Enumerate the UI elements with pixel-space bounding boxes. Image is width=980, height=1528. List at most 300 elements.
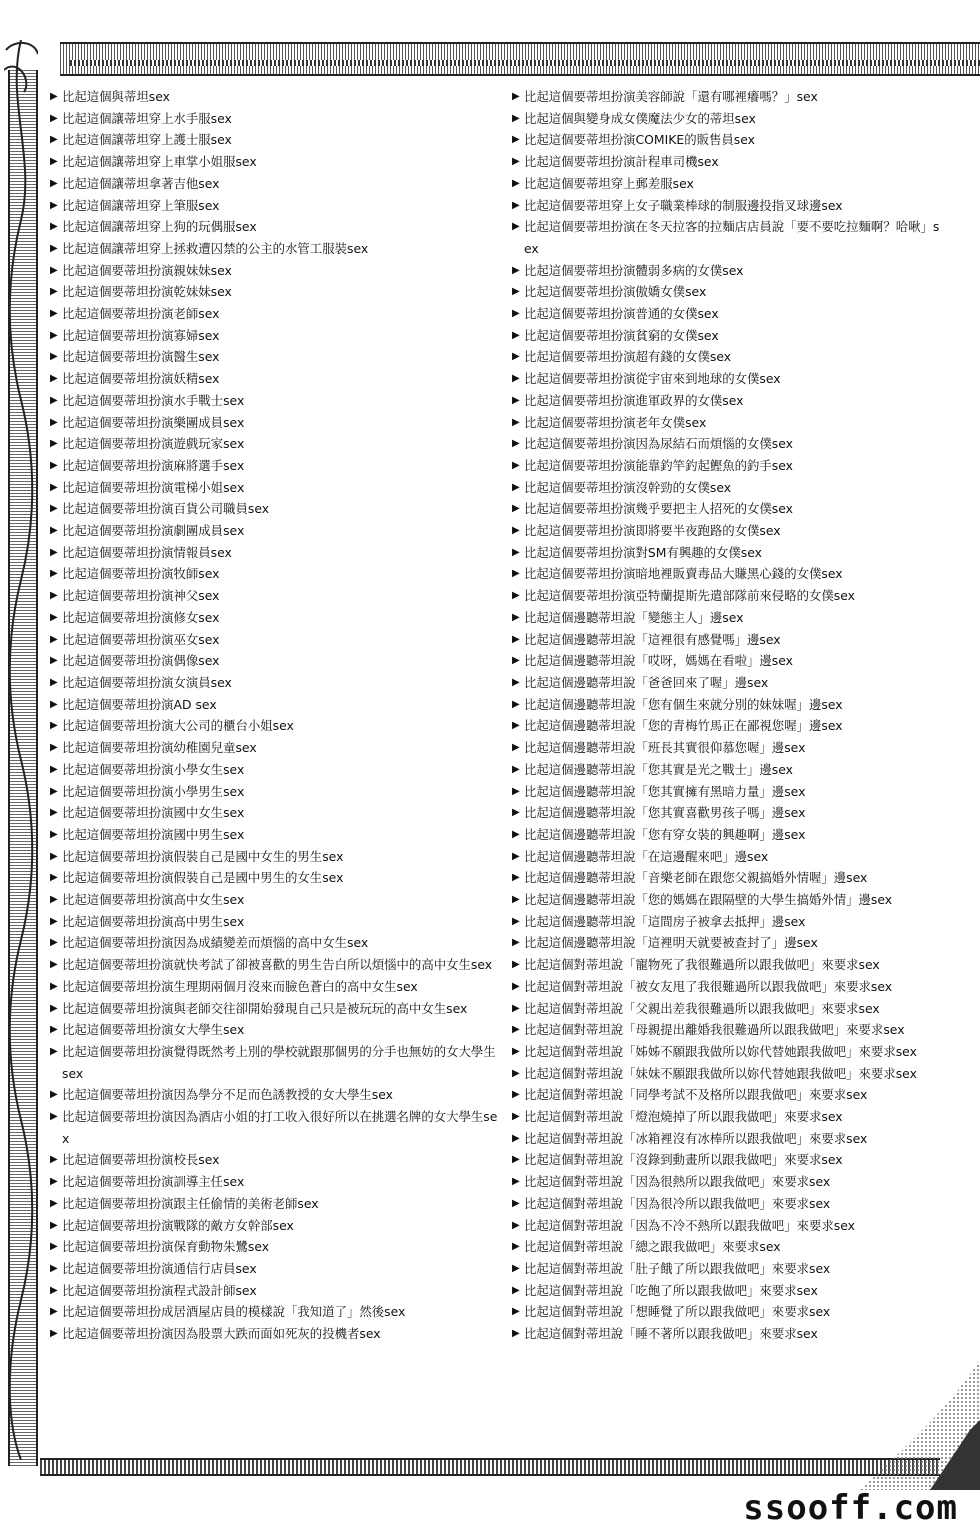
list-item xyxy=(50,1084,498,1106)
list-item xyxy=(512,1258,942,1280)
bullet-arrow-icon: ▶ xyxy=(50,590,58,602)
bullet-arrow-icon: ▶ xyxy=(512,1219,520,1231)
bullet-arrow-icon: ▶ xyxy=(50,264,58,276)
bullet-arrow-icon: ▶ xyxy=(50,633,58,645)
list-item-text: 比起這個邊聽蒂坦說「哎呀，媽媽在看啦」邊sex xyxy=(524,653,794,669)
bullet-arrow-icon: ▶ xyxy=(50,438,58,450)
bullet-arrow-icon: ▶ xyxy=(50,763,58,775)
list-item-text: 比起這個與蒂坦sex xyxy=(62,89,170,104)
list-item xyxy=(512,1128,942,1150)
bullet-arrow-icon: ▶ xyxy=(50,1197,58,1209)
list-item xyxy=(50,585,498,607)
list-item-text: 比起這個要蒂坦扮演巫女sex xyxy=(62,631,220,647)
list-item-text: 比起這個對蒂坦說「沒錄到動畫所以跟我做吧」來要求sex xyxy=(524,1152,843,1168)
list-item xyxy=(50,824,498,846)
list-item xyxy=(512,1193,942,1215)
bullet-arrow-icon: ▶ xyxy=(50,1219,58,1231)
list-item-text: 比起這個讓蒂坦穿上拯救遭囚禁的公主的水管工服裝sex xyxy=(62,240,369,256)
list-item-text: 比起這個要蒂坦扮演進軍政界的女僕sex xyxy=(524,392,744,408)
list-item-text: 比起這個要蒂坦扮演因為成績變差而煩惱的高中女生sex xyxy=(62,935,369,951)
list-item-text: 比起這個要蒂坦扮演高中男生sex xyxy=(62,913,245,929)
list-item xyxy=(512,911,942,933)
list-item xyxy=(512,173,942,195)
list-item xyxy=(512,585,942,607)
list-item-text: 比起這個讓蒂坦穿上筆服sex xyxy=(62,197,220,213)
list-item-text: 比起這個邊聽蒂坦說「這裡明天就要被查封了」邊sex xyxy=(524,935,818,951)
list-item xyxy=(50,260,498,282)
list-item-text: 比起這個要蒂坦扮演能靠釣竿釣起鰹魚的釣手sex xyxy=(524,457,794,473)
list-item xyxy=(512,932,942,954)
bullet-arrow-icon: ▶ xyxy=(512,91,520,102)
list-item-text: 比起這個要蒂坦扮演高中女生sex xyxy=(62,892,245,908)
bullet-arrow-icon: ▶ xyxy=(512,698,520,710)
bullet-arrow-icon: ▶ xyxy=(50,655,58,667)
list-item xyxy=(512,954,942,976)
bullet-arrow-icon: ▶ xyxy=(512,763,520,775)
bullet-arrow-icon: ▶ xyxy=(50,1154,58,1166)
bullet-arrow-icon: ▶ xyxy=(50,308,58,320)
bullet-arrow-icon: ▶ xyxy=(50,221,58,233)
list-item xyxy=(50,715,498,737)
list-item xyxy=(50,1041,498,1084)
bullet-arrow-icon: ▶ xyxy=(50,1262,58,1274)
bullet-arrow-icon: ▶ xyxy=(512,1328,520,1340)
bullet-arrow-icon: ▶ xyxy=(50,676,58,688)
list-item xyxy=(50,1280,498,1302)
list-item xyxy=(512,520,942,542)
list-item-text: 比起這個對蒂坦說「總之跟我做吧」來要求sex xyxy=(524,1239,781,1255)
list-item xyxy=(512,824,942,846)
list-item xyxy=(50,932,498,954)
list-item-text: 比起這個要蒂坦扮演修女sex xyxy=(62,609,220,625)
list-item xyxy=(512,216,942,259)
list-item xyxy=(512,715,942,737)
list-item-text: 比起這個要蒂坦扮演從宇宙來到地球的女僕sex xyxy=(524,371,781,387)
list-item xyxy=(512,129,942,151)
bullet-arrow-icon: ▶ xyxy=(512,1111,520,1123)
bullet-arrow-icon: ▶ xyxy=(512,438,520,450)
list-item xyxy=(50,1106,498,1149)
bullet-arrow-icon: ▶ xyxy=(50,915,58,927)
bullet-arrow-icon: ▶ xyxy=(512,915,520,927)
list-item xyxy=(50,954,498,976)
bullet-arrow-icon: ▶ xyxy=(512,1089,520,1101)
list-item xyxy=(50,1236,498,1258)
bullet-arrow-icon: ▶ xyxy=(50,91,58,102)
bullet-arrow-icon: ▶ xyxy=(50,828,58,840)
bullet-arrow-icon: ▶ xyxy=(512,568,520,580)
list-item-text: 比起這個對蒂坦說「因為很冷所以跟我做吧」來要求sex xyxy=(524,1195,831,1211)
site-watermark: ssooff.com xyxy=(743,1488,958,1528)
bullet-arrow-icon: ▶ xyxy=(512,199,520,211)
list-item-text: 比起這個讓蒂坦拿著吉他sex xyxy=(62,175,220,191)
list-item xyxy=(512,694,942,716)
bullet-arrow-icon: ▶ xyxy=(50,286,58,298)
bullet-arrow-icon: ▶ xyxy=(50,1111,58,1123)
list-item xyxy=(50,412,498,434)
list-item-text: 比起這個要蒂坦扮演劇團成員sex xyxy=(62,523,245,539)
bullet-arrow-icon: ▶ xyxy=(512,286,520,298)
list-item xyxy=(512,390,942,412)
bullet-arrow-icon: ▶ xyxy=(512,373,520,385)
bullet-arrow-icon: ▶ xyxy=(512,1176,520,1188)
bullet-arrow-icon: ▶ xyxy=(50,416,58,428)
list-item-text: 比起這個要蒂坦扮演生理期兩個月沒來而臉色蒼白的高中女生sex xyxy=(62,978,418,994)
list-item xyxy=(512,151,942,173)
top-decorative-border xyxy=(60,42,980,76)
list-item-text: 比起這個要蒂坦扮演百貨公司職員sex xyxy=(62,501,270,517)
list-item xyxy=(512,433,942,455)
list-item xyxy=(50,390,498,412)
bullet-arrow-icon: ▶ xyxy=(50,1089,58,1101)
list-item xyxy=(50,629,498,651)
list-item-text: 比起這個要蒂坦扮演女大學生sex xyxy=(62,1022,245,1038)
list-item xyxy=(50,542,498,564)
list-item xyxy=(50,867,498,889)
list-item-text: 比起這個要蒂坦扮演因為股票大跌而面如死灰的投機者sex xyxy=(62,1326,381,1342)
list-item xyxy=(512,303,942,325)
bullet-arrow-icon: ▶ xyxy=(50,742,58,754)
bullet-arrow-icon: ▶ xyxy=(512,546,520,558)
bullet-arrow-icon: ▶ xyxy=(50,785,58,797)
list-item xyxy=(512,629,942,651)
list-item xyxy=(512,976,942,998)
list-item-text: 比起這個讓蒂坦穿上水手服sex xyxy=(62,110,232,126)
list-item-text: 比起這個要蒂坦扮成居酒屋店員的模樣說「我知道了」然後sex xyxy=(62,1304,406,1320)
bullet-arrow-icon: ▶ xyxy=(50,937,58,949)
list-item-text: 比起這個要蒂坦扮演小學男生sex xyxy=(62,783,245,799)
list-item-text: 比起這個要蒂坦扮演美容師說「還有哪裡癢嗎？」sex xyxy=(524,89,818,104)
top-inner-border xyxy=(70,60,980,66)
list-item xyxy=(50,433,498,455)
list-item xyxy=(50,477,498,499)
list-item-text: 比起這個要蒂坦扮演情報員sex xyxy=(62,544,232,560)
bullet-arrow-icon: ▶ xyxy=(50,850,58,862)
list-item xyxy=(50,325,498,347)
list-item-text: 比起這個要蒂坦扮演計程車司機sex xyxy=(524,154,719,170)
list-item-text: 比起這個要蒂坦扮演AD sex xyxy=(62,696,217,712)
list-item-text: 比起這個要蒂坦扮演幾乎要把主人招死的女僕sex xyxy=(524,501,794,517)
list-item xyxy=(50,976,498,998)
list-item xyxy=(512,1106,942,1128)
bullet-arrow-icon: ▶ xyxy=(512,1154,520,1166)
list-item-text: 比起這個邊聽蒂坦說「您其實擁有黑暗力量」邊sex xyxy=(524,783,806,799)
list-item xyxy=(512,607,942,629)
bullet-arrow-icon: ▶ xyxy=(512,221,520,233)
list-item-text: 比起這個要蒂坦扮演樂團成員sex xyxy=(62,414,245,430)
bullet-arrow-icon: ▶ xyxy=(50,156,58,168)
bullet-arrow-icon: ▶ xyxy=(50,720,58,732)
list-item-text: 比起這個要蒂坦扮演乾妹妹sex xyxy=(62,284,232,300)
list-item xyxy=(512,1323,942,1345)
bullet-arrow-icon: ▶ xyxy=(512,1132,520,1144)
bullet-arrow-icon: ▶ xyxy=(512,525,520,537)
bullet-arrow-icon: ▶ xyxy=(512,937,520,949)
bullet-arrow-icon: ▶ xyxy=(512,633,520,645)
list-item xyxy=(50,672,498,694)
list-item-text: 比起這個對蒂坦說「肚子餓了所以跟我做吧」來要求sex xyxy=(524,1260,831,1276)
list-item xyxy=(512,455,942,477)
bullet-arrow-icon: ▶ xyxy=(512,720,520,732)
bullet-arrow-icon: ▶ xyxy=(50,1284,58,1296)
bullet-arrow-icon: ▶ xyxy=(50,807,58,819)
list-item xyxy=(50,607,498,629)
bullet-arrow-icon: ▶ xyxy=(512,329,520,341)
list-item xyxy=(512,195,942,217)
list-item-text: 比起這個要蒂坦扮演亞特蘭提斯先遣部隊前來侵略的女僕sex xyxy=(524,588,855,604)
list-item-text: 比起這個要蒂坦扮演超有錢的女僕sex xyxy=(524,349,732,365)
list-item-text: 比起這個對蒂坦說「睡不著所以跟我做吧」來要求sex xyxy=(524,1326,818,1342)
bullet-arrow-icon: ▶ xyxy=(50,872,58,884)
list-item-text: 比起這個邊聽蒂坦說「您的青梅竹馬正在鄙視您喔」邊sex xyxy=(524,718,843,734)
list-item xyxy=(50,216,498,238)
list-item-text: 比起這個邊聽蒂坦說「音樂老師在跟您父親搞婚外情喔」邊sex xyxy=(524,870,868,886)
bullet-arrow-icon: ▶ xyxy=(50,1176,58,1188)
vine-ornament-icon xyxy=(4,40,38,1460)
list-item xyxy=(50,108,498,130)
list-item-text: 比起這個對蒂坦說「冰箱裡沒有冰棒所以跟我做吧」來要求sex xyxy=(524,1130,868,1146)
list-item xyxy=(50,1215,498,1237)
list-item xyxy=(50,1258,498,1280)
list-item xyxy=(512,477,942,499)
list-item-text: 比起這個要蒂坦扮演醫生sex xyxy=(62,349,220,365)
list-item xyxy=(50,346,498,368)
list-item-text: 比起這個要蒂坦扮演電梯小姐sex xyxy=(62,479,245,495)
list-item-text: 比起這個要蒂坦穿上郵差服sex xyxy=(524,175,694,191)
bullet-arrow-icon: ▶ xyxy=(50,1024,58,1036)
bullet-arrow-icon: ▶ xyxy=(512,1024,520,1036)
bullet-arrow-icon: ▶ xyxy=(50,134,58,146)
list-item-text: 比起這個讓蒂坦穿上護士服sex xyxy=(62,132,232,148)
list-item xyxy=(50,173,498,195)
list-item xyxy=(50,1323,498,1345)
list-item xyxy=(50,368,498,390)
list-item-text: 比起這個要蒂坦扮演普通的女僕sex xyxy=(524,306,719,322)
bullet-arrow-icon: ▶ xyxy=(50,568,58,580)
list-item-text: 比起這個要蒂坦扮演校長sex xyxy=(62,1152,220,1168)
list-item xyxy=(512,260,942,282)
list-item xyxy=(50,1019,498,1041)
bullet-arrow-icon: ▶ xyxy=(512,1067,520,1079)
bullet-arrow-icon: ▶ xyxy=(50,611,58,623)
list-item-text: 比起這個邊聽蒂坦說「您的媽媽在跟隔壁的大學生搞婚外情」邊sex xyxy=(524,892,893,908)
bullet-arrow-icon: ▶ xyxy=(50,1306,58,1318)
list-item xyxy=(512,108,942,130)
list-item-text: 比起這個讓蒂坦穿上狗的玩偶服sex xyxy=(62,219,257,235)
bullet-arrow-icon: ▶ xyxy=(512,1262,520,1274)
bullet-arrow-icon: ▶ xyxy=(512,1241,520,1253)
list-item-text: 比起這個要蒂坦扮演覺得既然考上別的學校就跟那個男的分手也無妨的女大學生sex xyxy=(62,1043,496,1081)
bullet-arrow-icon: ▶ xyxy=(512,1197,520,1209)
right-column-list xyxy=(512,86,942,1345)
bullet-arrow-icon: ▶ xyxy=(512,1045,520,1057)
list-item xyxy=(50,998,498,1020)
list-item xyxy=(50,281,498,303)
list-item xyxy=(512,759,942,781)
list-item-text: 比起這個對蒂坦說「燈泡燒掉了所以跟我做吧」來要求sex xyxy=(524,1109,843,1125)
bullet-arrow-icon: ▶ xyxy=(50,481,58,493)
list-item-text: 比起這個要蒂坦扮演假裝自己是國中男生的女生sex xyxy=(62,870,344,886)
list-item-text: 比起這個要蒂坦扮演傲嬌女僕sex xyxy=(524,284,707,300)
bullet-arrow-icon: ▶ xyxy=(512,959,520,971)
list-item-text: 比起這個要蒂坦扮演即將要半夜跑路的女僕sex xyxy=(524,523,781,539)
bullet-arrow-icon: ▶ xyxy=(512,351,520,363)
list-item xyxy=(512,1301,942,1323)
list-item-text: 比起這個對蒂坦說「因為不冷不熱所以跟我做吧」來要求sex xyxy=(524,1217,855,1233)
list-item-text: 比起這個要蒂坦扮演牧師sex xyxy=(62,566,220,582)
list-item-text: 比起這個要蒂坦扮演通信行店員sex xyxy=(62,1260,257,1276)
list-item-text: 比起這個邊聽蒂坦說「這裡很有感覺嗎」邊sex xyxy=(524,631,781,647)
list-item xyxy=(512,1280,942,1302)
bullet-arrow-icon: ▶ xyxy=(512,807,520,819)
list-item-text: 比起這個要蒂坦扮演貧窮的女僕sex xyxy=(524,327,719,343)
bullet-arrow-icon: ▶ xyxy=(512,676,520,688)
list-item xyxy=(512,1084,942,1106)
list-item-text: 比起這個邊聽蒂坦說「這間房子被拿去抵押」邊sex xyxy=(524,913,806,929)
list-item-text: 比起這個邊聽蒂坦說「班長其實很仰慕您喔」邊sex xyxy=(524,740,806,756)
bullet-arrow-icon: ▶ xyxy=(50,698,58,710)
bullet-arrow-icon: ▶ xyxy=(50,329,58,341)
bullet-arrow-icon: ▶ xyxy=(512,112,520,124)
list-item xyxy=(512,346,942,368)
list-item xyxy=(50,1193,498,1215)
list-item-text: 比起這個對蒂坦說「同學考試不及格所以跟我做吧」來要求sex xyxy=(524,1087,868,1103)
bullet-arrow-icon: ▶ xyxy=(512,308,520,320)
list-item-text: 比起這個要蒂坦扮演國中男生sex xyxy=(62,826,245,842)
list-item-text: 比起這個要蒂坦扮演水手戰士sex xyxy=(62,392,245,408)
list-item-text: 比起這個要蒂坦扮演親妹妹sex xyxy=(62,262,232,278)
list-item xyxy=(50,195,498,217)
bullet-arrow-icon: ▶ xyxy=(512,481,520,493)
list-item xyxy=(50,802,498,824)
list-item xyxy=(512,737,942,759)
list-item xyxy=(512,998,942,1020)
list-item-text: 比起這個要蒂坦扮演體弱多病的女僕sex xyxy=(524,262,744,278)
list-item-text: 比起這個要蒂坦扮演偶像sex xyxy=(62,653,220,669)
bullet-arrow-icon: ▶ xyxy=(50,980,58,992)
list-item-text: 比起這個要蒂坦扮演就快考試了卻被喜歡的男生告白所以煩惱中的高中女生sex xyxy=(62,957,493,973)
list-item-text: 比起這個要蒂坦扮演女演員sex xyxy=(62,674,232,690)
list-item-text: 比起這個要蒂坦扮演在冬天拉客的拉麵店店員說「要不要吃拉麵啊？哈啾」sex xyxy=(524,219,940,256)
list-item-text: 比起這個要蒂坦扮演因為學分不足而色誘教授的女大學生sex xyxy=(62,1087,393,1103)
list-item-text: 比起這個邊聽蒂坦說「在這邊醒來吧」邊sex xyxy=(524,848,769,864)
bottom-decorative-border xyxy=(40,1458,940,1476)
list-item-text: 比起這個邊聽蒂坦說「您有穿女裝的興趣啊」邊sex xyxy=(524,826,806,842)
list-item-text: 比起這個要蒂坦扮演國中女生sex xyxy=(62,805,245,821)
list-item xyxy=(50,520,498,542)
bullet-arrow-icon: ▶ xyxy=(50,242,58,254)
bullet-arrow-icon: ▶ xyxy=(512,785,520,797)
bullet-arrow-icon: ▶ xyxy=(50,503,58,515)
list-item xyxy=(50,694,498,716)
list-item xyxy=(512,563,942,585)
list-item xyxy=(512,542,942,564)
list-item-text: 比起這個要蒂坦扮演因為酒店小姐的打工收入很好所以在挑選名牌的女大學生sex xyxy=(62,1109,498,1146)
list-item-text: 比起這個要蒂坦扮演對SM有興趣的女僕sex xyxy=(524,544,762,560)
list-item xyxy=(512,1063,942,1085)
bullet-arrow-icon: ▶ xyxy=(512,872,520,884)
bullet-arrow-icon: ▶ xyxy=(50,351,58,363)
list-item-text: 比起這個要蒂坦扮演大公司的櫃台小姐sex xyxy=(62,718,294,734)
bullet-arrow-icon: ▶ xyxy=(512,264,520,276)
bullet-arrow-icon: ▶ xyxy=(512,134,520,146)
list-item-text: 比起這個要蒂坦扮演老年女僕sex xyxy=(524,414,707,430)
list-item-text: 比起這個對蒂坦說「母親提出離婚我很難過所以跟我做吧」來要求sex xyxy=(524,1022,905,1038)
bullet-arrow-icon: ▶ xyxy=(50,1328,58,1340)
list-item-text: 比起這個對蒂坦說「寵物死了我很難過所以跟我做吧」來要求sex xyxy=(524,957,880,973)
list-item xyxy=(50,889,498,911)
bullet-arrow-icon: ▶ xyxy=(50,459,58,471)
bullet-arrow-icon: ▶ xyxy=(50,1241,58,1253)
list-item xyxy=(512,802,942,824)
left-column-list xyxy=(50,86,498,1345)
bullet-arrow-icon: ▶ xyxy=(512,611,520,623)
bullet-arrow-icon: ▶ xyxy=(50,199,58,211)
list-item xyxy=(512,650,942,672)
list-item-text: 比起這個要蒂坦扮演戰隊的敵方女幹部sex xyxy=(62,1217,294,1233)
bullet-arrow-icon: ▶ xyxy=(512,894,520,906)
list-item xyxy=(512,1149,942,1171)
bullet-arrow-icon: ▶ xyxy=(512,156,520,168)
list-item xyxy=(512,672,942,694)
list-item xyxy=(512,368,942,390)
list-item xyxy=(50,129,498,151)
list-item xyxy=(50,1301,498,1323)
bullet-arrow-icon: ▶ xyxy=(512,503,520,515)
bullet-arrow-icon: ▶ xyxy=(512,177,520,189)
corner-illustration-icon xyxy=(820,1360,980,1490)
list-item xyxy=(50,846,498,868)
list-item xyxy=(50,1149,498,1171)
list-item-text: 比起這個要蒂坦扮演暗地裡販賣毒品大賺黑心錢的女僕sex xyxy=(524,566,843,582)
list-item xyxy=(50,151,498,173)
list-item xyxy=(512,412,942,434)
bullet-arrow-icon: ▶ xyxy=(512,416,520,428)
list-item xyxy=(50,303,498,325)
bullet-arrow-icon: ▶ xyxy=(50,112,58,124)
list-item xyxy=(50,650,498,672)
bullet-arrow-icon: ▶ xyxy=(512,655,520,667)
bullet-arrow-icon: ▶ xyxy=(50,894,58,906)
bullet-arrow-icon: ▶ xyxy=(512,1306,520,1318)
list-item xyxy=(512,281,942,303)
list-item-text: 比起這個要蒂坦扮演COMIKE的販售員sex xyxy=(524,132,755,148)
list-item-text: 比起這個對蒂坦說「妹妹不願跟我做所以妳代替她跟我做吧」來要求sex xyxy=(524,1065,917,1081)
list-item-text: 比起這個要蒂坦穿上女子職業棒球的制服邊投指叉球邊sex xyxy=(524,197,843,213)
list-item-text: 比起這個要蒂坦扮演沒幹勁的女僕sex xyxy=(524,479,732,495)
bullet-arrow-icon: ▶ xyxy=(512,394,520,406)
bullet-arrow-icon: ▶ xyxy=(512,828,520,840)
bullet-arrow-icon: ▶ xyxy=(512,850,520,862)
list-item xyxy=(512,1019,942,1041)
bullet-arrow-icon: ▶ xyxy=(512,1002,520,1014)
bullet-arrow-icon: ▶ xyxy=(50,525,58,537)
list-item-text: 比起這個要蒂坦扮演假裝自己是國中女生的男生sex xyxy=(62,848,344,864)
list-item xyxy=(512,325,942,347)
list-item xyxy=(512,781,942,803)
list-item xyxy=(512,889,942,911)
list-item-text: 比起這個邊聽蒂坦說「變態主人」邊sex xyxy=(524,609,744,625)
list-item-text: 比起這個要蒂坦扮演神父sex xyxy=(62,588,220,604)
list-item xyxy=(512,1236,942,1258)
list-item xyxy=(512,846,942,868)
list-item xyxy=(50,737,498,759)
bullet-arrow-icon: ▶ xyxy=(512,1284,520,1296)
list-item xyxy=(512,86,942,108)
list-item xyxy=(512,1041,942,1063)
list-item-text: 比起這個要蒂坦扮演訓導主任sex xyxy=(62,1174,245,1190)
list-item-text: 比起這個讓蒂坦穿上車掌小姐服sex xyxy=(62,154,257,170)
